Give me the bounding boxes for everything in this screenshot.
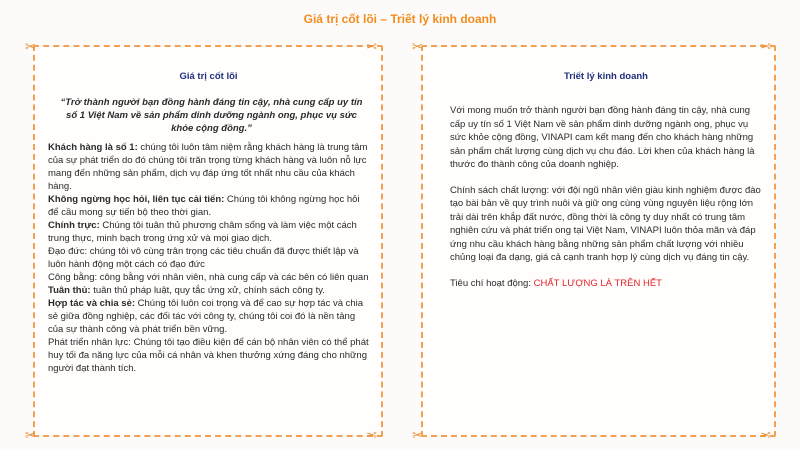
scissors-icon: ✂: [412, 39, 423, 54]
core-value-text: công bằng với nhân viên, nhà cung cấp và các bên có liên quan: [97, 272, 369, 283]
core-value-text: Chúng tôi tạo điều kiện để cán bộ nhân viên có thể phát huy tối đa năng lực của mỗi cá nhân và khen thưởng xứng đáng cho những người đạt thành tích.: [48, 337, 369, 374]
criteria-line: [450, 277, 762, 291]
core-value-item: [48, 297, 369, 336]
philosophy-paragraph: Với mong muốn trở thành người bạn đồng hành đáng tin cậy, nhà cung cấp uy tín số 1 Việt Nam về sản phẩm dinh dưỡng ngành ong, phục vụ sức khỏe cộng đồng, VINAPI cam kết mang đến cho khách hàng những sản phẩm chất lượng cùng dịch vụ chu đáo. Lời khen của khách hàng là thước đo thành công của doanh nghiệp.: [450, 105, 755, 170]
criteria-value: CHẤT LƯỢNG LÀ TRÊN HẾT: [533, 277, 662, 289]
scissors-icon: ✂: [760, 427, 771, 442]
core-value-label: Khách hàng là số 1:: [48, 142, 138, 153]
scissors-icon: ✂: [25, 427, 36, 442]
core-value-item: [48, 271, 369, 284]
core-value-text: tuân thủ pháp luật, quy tắc ứng xử, chính sách công ty.: [90, 285, 325, 296]
core-value-text: Chúng tôi không ngừng học hỏi để cầu mong sự tiến bộ theo thời gian.: [48, 194, 360, 218]
core-value-item: [48, 245, 369, 271]
core-value-item: [48, 141, 369, 193]
scissors-icon: ✂: [366, 39, 377, 54]
core-value-label: Không ngừng học hỏi, liên tục cải tiến:: [48, 194, 225, 205]
core-value-label: Phát triển nhân lực:: [48, 337, 131, 348]
core-value-label: Công bằng:: [48, 272, 98, 283]
core-value-text: Chúng tôi tuân thủ phương châm sống và làm việc một cách trung thực, minh bạch trong ứng xử và mọi giao dịch.: [48, 220, 357, 244]
quality-policy-paragraph: Chính sách chất lượng: với đội ngũ nhân viên giàu kinh nghiệm được đào tạo bài bản về quy trình nuôi và giữ ong cùng vùng nguyên liệu rộng lớn trải dài trên khắp đất nước, đồng thời là công ty duy nhất có trung tâm nghiên cứu và phát triển ong tại Việt Nam, VINAPI luôn thỏa mãn và đáp ứng nhu cầu khách hàng bằng những sản phẩm chất lượng với nhiều chủng loại đa dạng, giá cả cạnh tranh hợp lý cùng dịch vụ đáng tin cậy.: [450, 184, 761, 263]
core-value-label: Tuân thủ:: [48, 285, 91, 296]
scissors-icon: ✂: [25, 39, 36, 54]
scissors-icon: ✂: [760, 39, 771, 54]
scissors-icon: ✂: [412, 427, 423, 442]
core-value-text: Chúng tôi luôn coi trọng và để cao sự hợp tác và chia sẻ giữa đồng nghiệp, các đối tác với công ty, chúng tôi coi đó là nền tảng của sự thành công và phát triển bền vững.: [48, 298, 364, 335]
core-values-panel: [33, 45, 383, 437]
scissors-icon: ✂: [366, 427, 377, 442]
core-value-label: Chính trực:: [48, 220, 100, 231]
core-value-text: chúng tôi luôn tâm niệm rằng khách hàng là trung tâm của sự phát triển do đó chúng tôi trăn trọng từng khách hàng và luôn nỗ lực mang đến những sản phẩm, dịch vụ đáp ứng tốt nhất nhu cầu của khách hàng.: [48, 142, 368, 192]
page-title: Giá trị cốt lõi – Triết lý kinh doanh: [303, 12, 497, 26]
criteria-label: Tiêu chí hoạt động:: [450, 277, 534, 289]
core-value-text: chúng tôi vô cùng trân trọng các tiêu chuẩn đã được thiết lập và luôn hành động một cách có đạo đức: [48, 246, 359, 270]
core-value-label: Đạo đức:: [48, 246, 88, 257]
business-philosophy-heading: Triết lý kinh doanh: [564, 71, 648, 82]
core-value-item: [48, 219, 369, 245]
core-value-item: [48, 193, 369, 219]
business-philosophy-panel: [421, 45, 776, 437]
core-value-item: [48, 336, 369, 375]
core-value-item: [48, 284, 369, 297]
core-values-list: [48, 141, 369, 375]
core-value-label: Hợp tác và chia sẻ:: [48, 298, 136, 309]
mission-quote: “Trở thành người bạn đồng hành đáng tin cậy, nhà cung cấp uy tín số 1 Việt Nam về sản phẩm dinh dưỡng ngành ong, phục vụ sức khỏe cộng đồng.”: [60, 97, 363, 134]
core-values-heading: Giá trị cốt lõi: [179, 71, 238, 82]
